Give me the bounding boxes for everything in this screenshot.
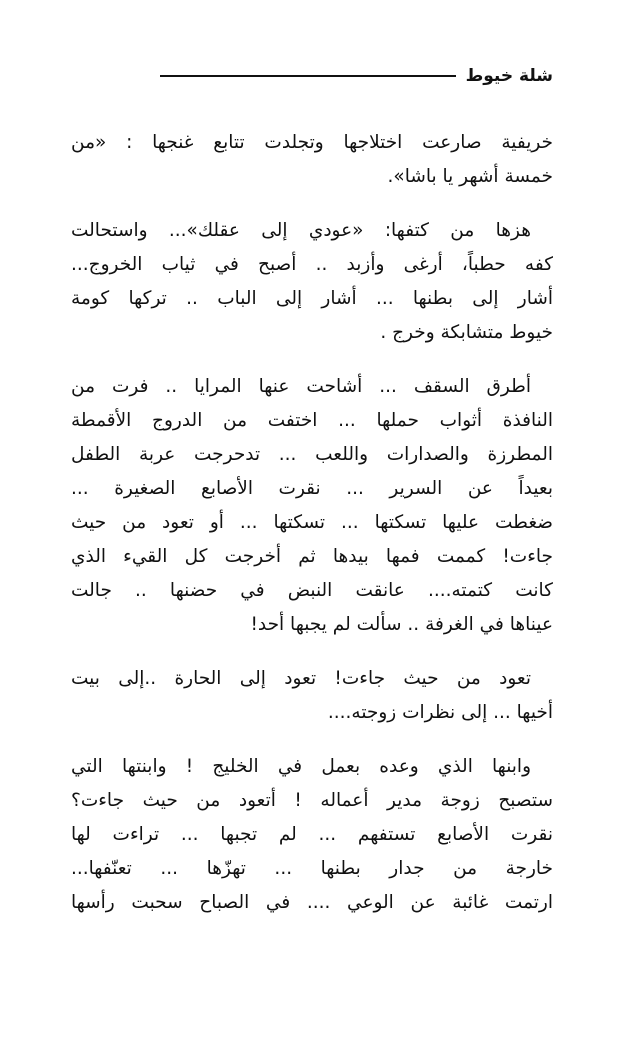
text-line: نقرت الأصابع تستفهم ... لم تجبها ... تراءت لها (71, 824, 553, 845)
chapter-title: شلة خيوط (465, 66, 553, 86)
text-line: المطرزة والصدارات واللعب ... تدحرجت عربة الطفل (71, 444, 553, 465)
text-line: أطرق السقف ... أشاحت عنها المرايا .. فرت من (71, 376, 531, 397)
text-line: أخيها ... إلى نظرات زوجته.... (327, 702, 553, 723)
text-line: النافذة أثواب حملها ... اختفت من الدروج الأقمطة (71, 410, 553, 431)
text-line: هزها من كتفها: «عودي إلى عقلك»... واستحالت (71, 220, 531, 241)
body-text (71, 126, 553, 940)
text-line: أشار إلى بطنها ... أشار إلى الباب .. تركها كومة (71, 288, 553, 309)
text-line: خارجة من جدار بطنها ... تهزّها ... تعنّفها... (71, 858, 553, 879)
text-line: ضغطت عليها تسكتها ... تسكتها ... أو تعود من حيث (71, 512, 553, 533)
text-line: جاءت! كممت فمها بيدها ثم أخرجت كل القيء الذي (71, 546, 553, 567)
text-line: بعيداً عن السرير ... نقرت الأصابع الصغيرة ... (71, 478, 553, 499)
paragraph-3 (71, 370, 553, 642)
text-line: وابنها الذي وعده بعمل في الخليج ! وابنتها التي (71, 756, 531, 777)
text-line: خيوط متشابكة وخرج . (380, 322, 553, 343)
paragraph-4 (71, 662, 553, 730)
paragraph-2 (71, 214, 553, 350)
header-rule (160, 75, 456, 77)
text-line: كانت كتمته.... عانقت النبض في حضنها .. جالت (71, 580, 553, 601)
paragraph-1 (71, 126, 553, 194)
running-header (160, 64, 553, 88)
text-line: عيناها في الغرفة .. سألت لم يجبها أحد! (250, 614, 553, 635)
text-line: ارتمت غائبة عن الوعي .... في الصباح سحبت رأسها (71, 892, 553, 913)
text-line: ستصبح زوجة مدير أعماله ! أتعود من حيث جاءت؟ (71, 790, 553, 811)
text-line: تعود من حيث جاءت! تعود إلى الحارة ..إلى بيت (71, 668, 531, 689)
text-line: خمسة أشهر يا باشا». (387, 166, 553, 187)
paragraph-5 (71, 750, 553, 920)
text-line: خريفية صارعت اختلاجها وتجلدت تتابع غنجها : «من (71, 132, 553, 153)
text-line: كفه حطباً، أرغى وأزبد .. أصبح في ثياب الخروج... (71, 254, 553, 275)
